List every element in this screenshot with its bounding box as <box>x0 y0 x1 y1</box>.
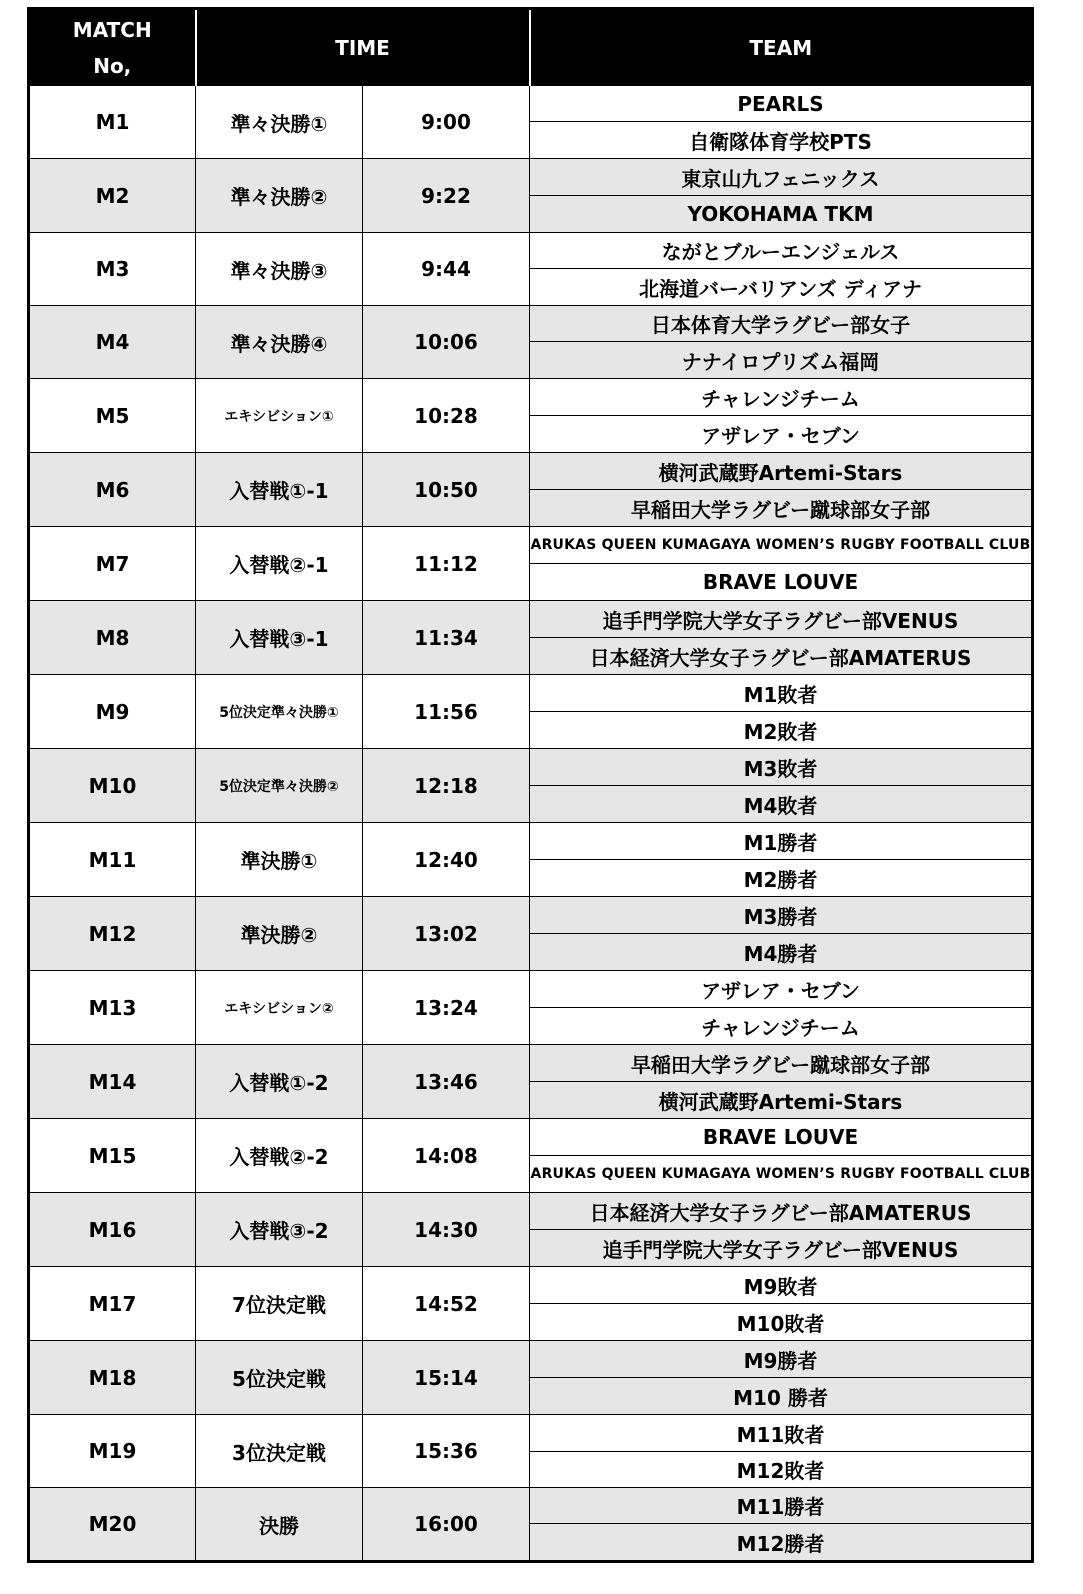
match-time: 12:18 <box>363 749 530 823</box>
team-cell: ARUKAS QUEEN KUMAGAYA WOMEN’S RUGBY FOOTBALL CLUB <box>530 527 1033 564</box>
team-cell: 早稲田大学ラグビー蹴球部女子部 <box>530 1045 1033 1082</box>
match-no-header: MATCH No, <box>29 9 196 86</box>
match-number: M6 <box>29 453 196 527</box>
match-time: 13:46 <box>363 1045 530 1119</box>
team-cell: M12勝者 <box>530 1524 1033 1562</box>
match-schedule-table <box>27 7 1034 1563</box>
match-time: 11:56 <box>363 675 530 749</box>
match-row <box>29 1267 1033 1304</box>
match-label: 5位決定準々決勝① <box>196 675 363 749</box>
match-row <box>29 601 1033 638</box>
team-cell: M3敗者 <box>530 749 1033 786</box>
match-label: 7位決定戦 <box>196 1267 363 1341</box>
match-time: 9:22 <box>363 159 530 233</box>
match-row <box>29 823 1033 860</box>
match-label: 入替戦③-1 <box>196 601 363 675</box>
team-cell: 早稲田大学ラグビー蹴球部女子部 <box>530 490 1033 527</box>
match-number: M18 <box>29 1341 196 1415</box>
match-time: 12:40 <box>363 823 530 897</box>
team-cell: M2敗者 <box>530 712 1033 749</box>
match-label: 3位決定戦 <box>196 1415 363 1488</box>
team-cell: M12敗者 <box>530 1452 1033 1488</box>
team-cell: ナナイロプリズム福岡 <box>530 342 1033 379</box>
match-number: M2 <box>29 159 196 233</box>
team-cell: M3勝者 <box>530 897 1033 934</box>
match-number: M14 <box>29 1045 196 1119</box>
match-number: M7 <box>29 527 196 601</box>
match-time: 15:36 <box>363 1415 530 1488</box>
match-label: 入替戦①-1 <box>196 453 363 527</box>
team-cell: アザレア・セブン <box>530 971 1033 1008</box>
team-cell: M4勝者 <box>530 934 1033 971</box>
team-cell: M10 勝者 <box>530 1378 1033 1415</box>
team-cell: チャレンジチーム <box>530 1008 1033 1045</box>
match-time: 14:30 <box>363 1193 530 1267</box>
match-time: 10:28 <box>363 379 530 453</box>
match-time: 13:24 <box>363 971 530 1045</box>
match-number: M8 <box>29 601 196 675</box>
match-time: 14:52 <box>363 1267 530 1341</box>
team-cell: M10敗者 <box>530 1304 1033 1341</box>
team-cell: YOKOHAMA TKM <box>530 196 1033 233</box>
match-number: M16 <box>29 1193 196 1267</box>
match-label: 入替戦②-2 <box>196 1119 363 1193</box>
team-cell: 日本体育大学ラグビー部女子 <box>530 306 1033 342</box>
match-row <box>29 1488 1033 1524</box>
match-row <box>29 675 1033 712</box>
team-cell: M4敗者 <box>530 786 1033 823</box>
match-row <box>29 1193 1033 1230</box>
match-number: M3 <box>29 233 196 306</box>
match-row <box>29 1341 1033 1378</box>
team-cell: 日本経済大学女子ラグビー部AMATERUS <box>530 638 1033 675</box>
match-label: エキシビション① <box>196 379 363 453</box>
team-cell: M9勝者 <box>530 1341 1033 1378</box>
match-number: M10 <box>29 749 196 823</box>
team-cell: BRAVE LOUVE <box>530 564 1033 601</box>
match-time: 10:50 <box>363 453 530 527</box>
match-row <box>29 527 1033 564</box>
team-cell: 東京山九フェニックス <box>530 159 1033 196</box>
match-number: M12 <box>29 897 196 971</box>
match-time: 15:14 <box>363 1341 530 1415</box>
match-label: 決勝 <box>196 1488 363 1562</box>
match-label: 入替戦③-2 <box>196 1193 363 1267</box>
match-row <box>29 86 1033 122</box>
match-label: 準々決勝② <box>196 159 363 233</box>
team-cell: 自衛隊体育学校PTS <box>530 122 1033 159</box>
match-row <box>29 233 1033 269</box>
team-cell: M1敗者 <box>530 675 1033 712</box>
match-number: M1 <box>29 86 196 159</box>
match-number: M15 <box>29 1119 196 1193</box>
team-cell: アザレア・セブン <box>530 416 1033 453</box>
match-time: 9:00 <box>363 86 530 159</box>
match-number: M13 <box>29 971 196 1045</box>
team-cell: 北海道バーバリアンズ ディアナ <box>530 269 1033 306</box>
team-header: TEAM <box>530 9 1033 86</box>
team-cell: 追手門学院大学女子ラグビー部VENUS <box>530 1230 1033 1267</box>
match-time: 11:34 <box>363 601 530 675</box>
team-cell: M9敗者 <box>530 1267 1033 1304</box>
match-row <box>29 1415 1033 1452</box>
match-number: M11 <box>29 823 196 897</box>
match-label: 5位決定準々決勝② <box>196 749 363 823</box>
match-row <box>29 453 1033 490</box>
match-number: M5 <box>29 379 196 453</box>
header-row <box>29 9 1033 86</box>
team-cell: ながとブルーエンジェルス <box>530 233 1033 269</box>
match-label: エキシビション② <box>196 971 363 1045</box>
match-label: 準決勝① <box>196 823 363 897</box>
team-cell: M1勝者 <box>530 823 1033 860</box>
match-label: 入替戦②-1 <box>196 527 363 601</box>
team-cell: 日本経済大学女子ラグビー部AMATERUS <box>530 1193 1033 1230</box>
match-label: 準々決勝① <box>196 86 363 159</box>
match-time: 16:00 <box>363 1488 530 1562</box>
team-cell: 横河武蔵野Artemi-Stars <box>530 453 1033 490</box>
team-cell: PEARLS <box>530 86 1033 122</box>
match-number: M17 <box>29 1267 196 1341</box>
match-time: 10:06 <box>363 306 530 379</box>
match-number: M19 <box>29 1415 196 1488</box>
match-time: 11:12 <box>363 527 530 601</box>
match-time: 14:08 <box>363 1119 530 1193</box>
team-cell: 追手門学院大学女子ラグビー部VENUS <box>530 601 1033 638</box>
match-row <box>29 379 1033 416</box>
match-row <box>29 749 1033 786</box>
match-number: M20 <box>29 1488 196 1562</box>
time-header: TIME <box>196 9 530 86</box>
team-cell: M11勝者 <box>530 1488 1033 1524</box>
match-row <box>29 159 1033 196</box>
match-time: 9:44 <box>363 233 530 306</box>
match-label: 準々決勝④ <box>196 306 363 379</box>
team-cell: BRAVE LOUVE <box>530 1119 1033 1156</box>
match-label: 準々決勝③ <box>196 233 363 306</box>
match-row <box>29 897 1033 934</box>
match-label: 5位決定戦 <box>196 1341 363 1415</box>
team-cell: チャレンジチーム <box>530 379 1033 416</box>
team-cell: ARUKAS QUEEN KUMAGAYA WOMEN’S RUGBY FOOTBALL CLUB <box>530 1156 1033 1193</box>
match-row <box>29 971 1033 1008</box>
team-cell: M11敗者 <box>530 1415 1033 1452</box>
match-label: 入替戦①-2 <box>196 1045 363 1119</box>
match-number: M4 <box>29 306 196 379</box>
match-row <box>29 1119 1033 1156</box>
match-time: 13:02 <box>363 897 530 971</box>
team-cell: 横河武蔵野Artemi-Stars <box>530 1082 1033 1119</box>
schedule-body <box>29 86 1033 1562</box>
match-label: 準決勝② <box>196 897 363 971</box>
match-row <box>29 1045 1033 1082</box>
match-row <box>29 306 1033 342</box>
match-number: M9 <box>29 675 196 749</box>
team-cell: M2勝者 <box>530 860 1033 897</box>
